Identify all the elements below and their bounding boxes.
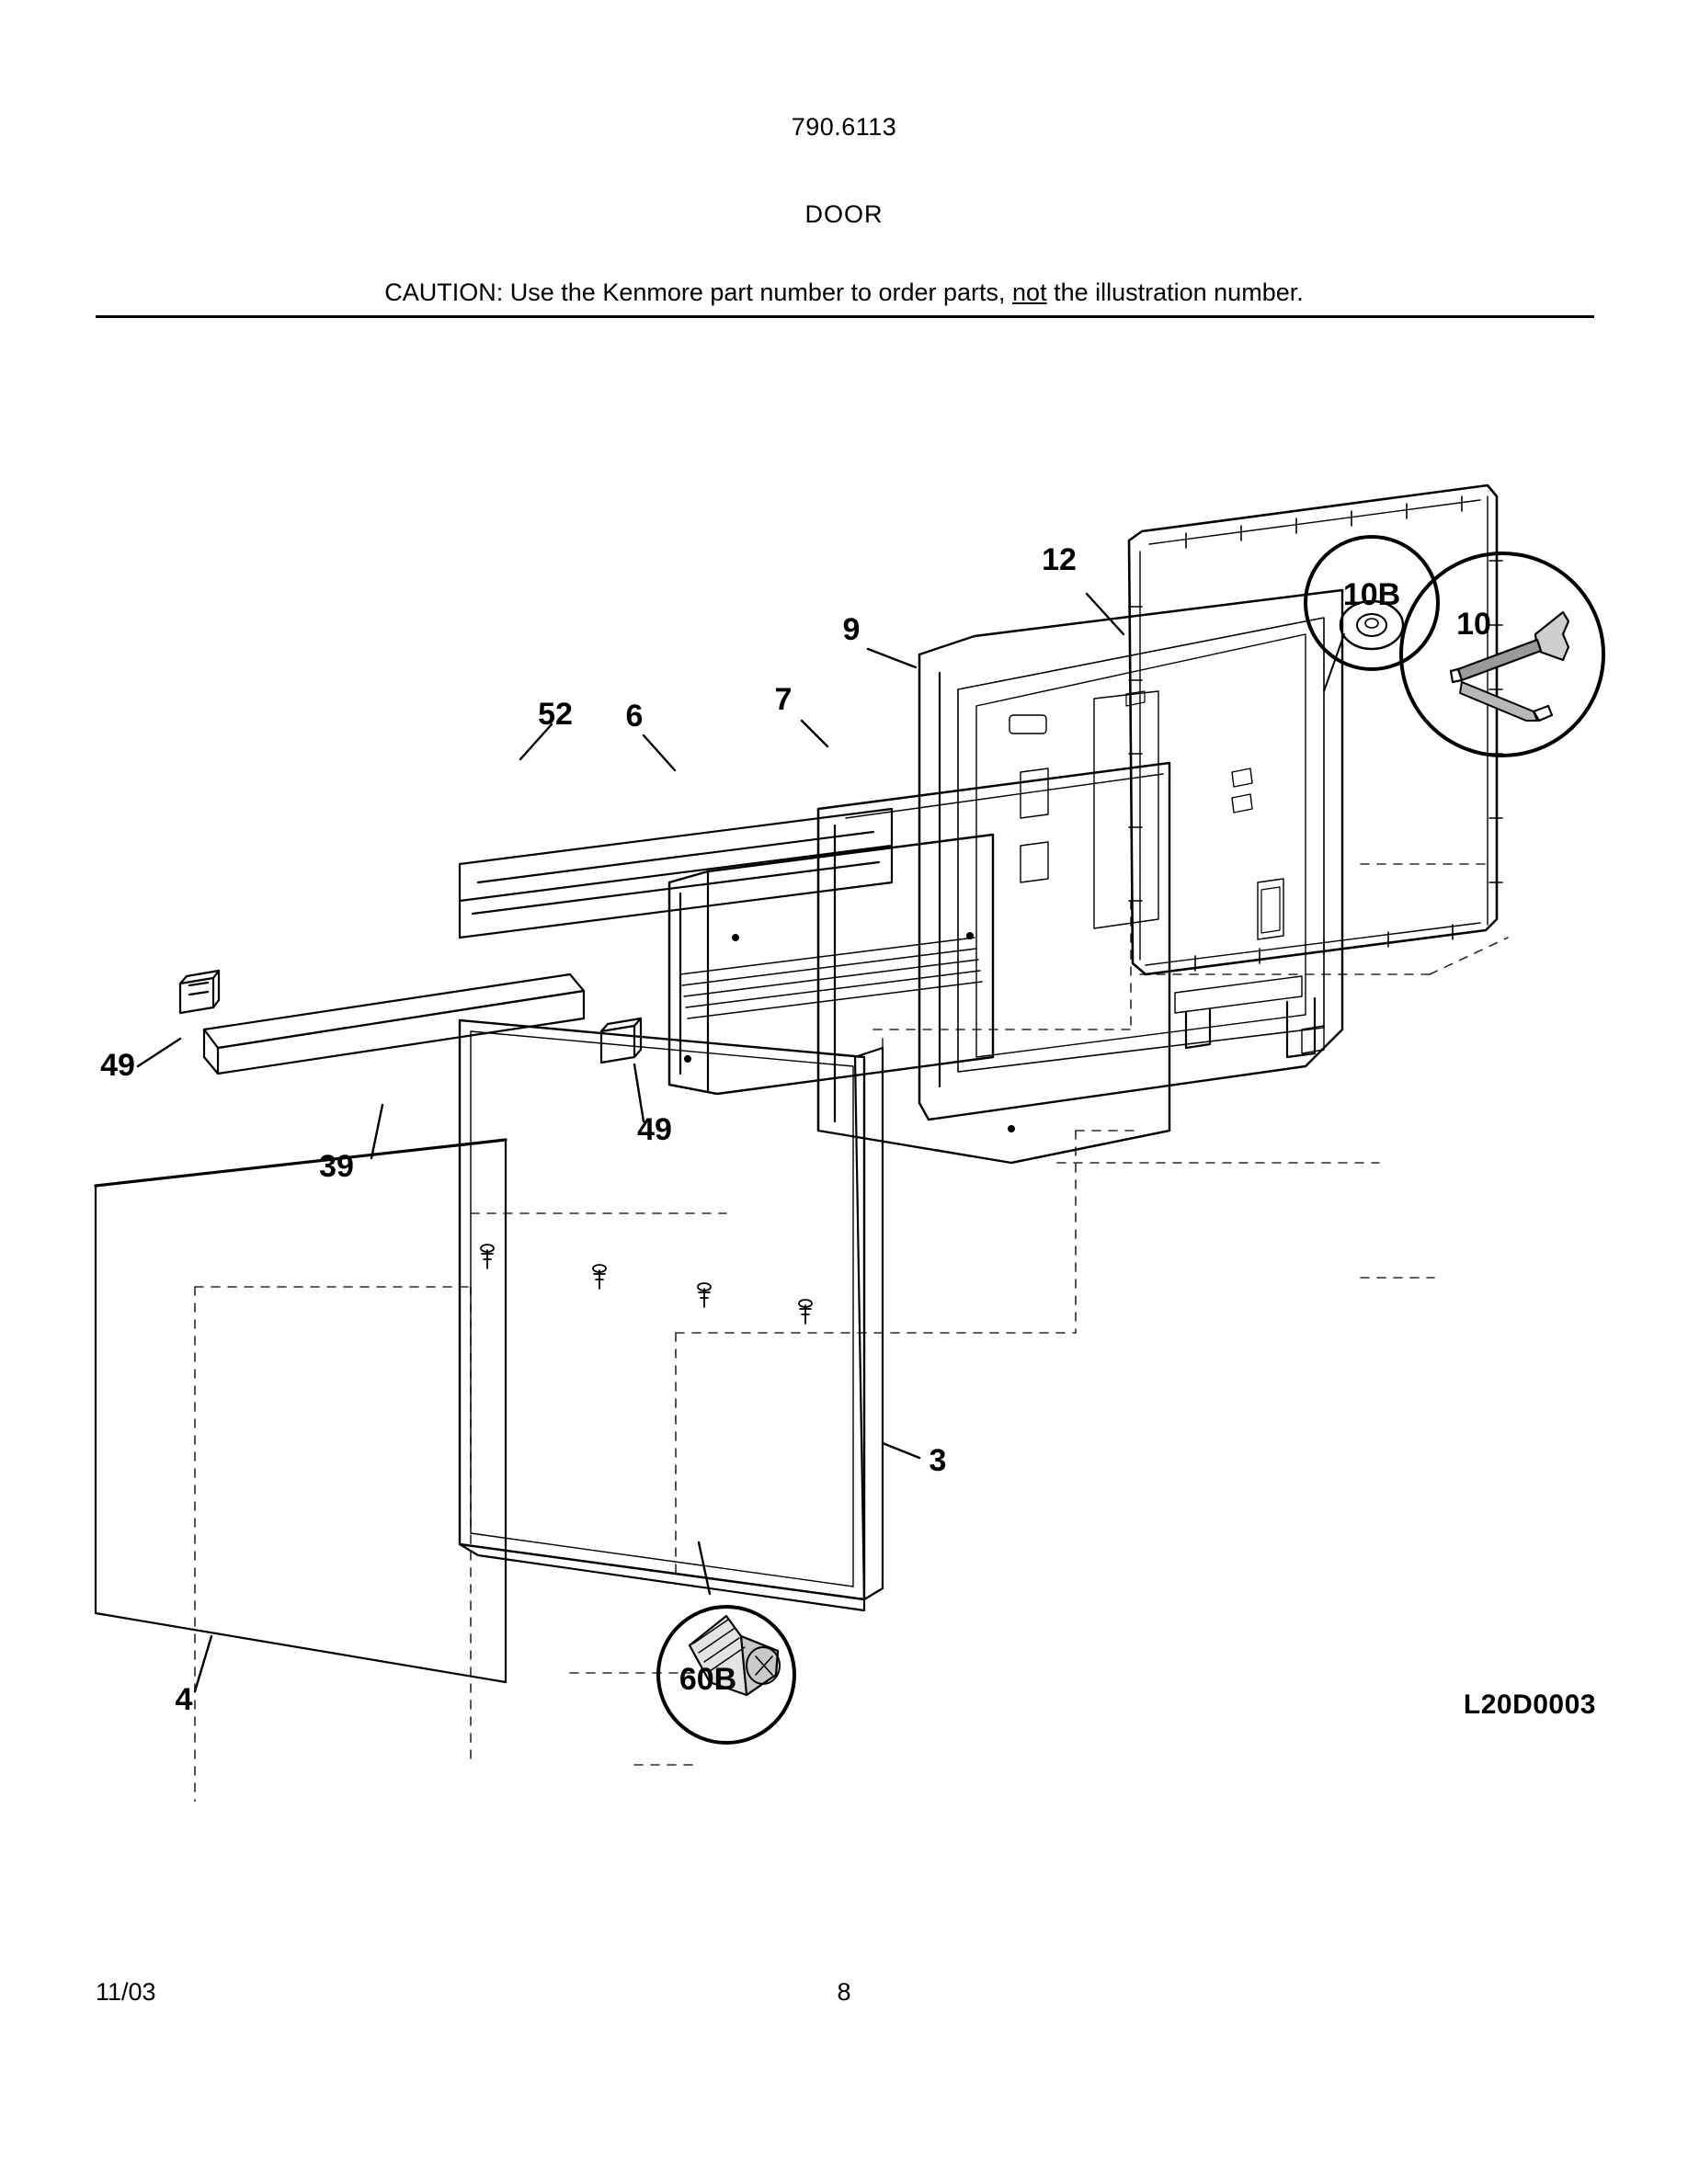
footer-date: 11/03 [96,1978,156,2006]
caution-text-prefix: CAUTION: Use the Kenmore part number to order parts, [384,279,1013,306]
figure-code: L20D0003 [1463,1689,1596,1720]
caution-text-emphasis: not [1012,279,1047,306]
part-39-handle [204,974,584,1074]
callout-10b: 10B [1342,577,1401,612]
callout-3: 3 [929,1443,947,1478]
callout-leaders [138,594,1123,1691]
callout-4: 4 [175,1682,193,1717]
footer-page-number: 8 [837,1978,851,2006]
caution-note [0,279,1688,307]
callout-52: 52 [538,697,573,732]
callout-60b: 60B [679,1662,737,1697]
part-10b-detail-circle [1306,537,1438,691]
callout-7: 7 [774,682,793,717]
callout-9: 9 [842,612,861,647]
page-title: DOOR [804,200,884,228]
callout-10: 10 [1456,607,1491,642]
part-4-glass-panel [96,1140,506,1682]
callout-49-left: 49 [100,1048,135,1083]
callout-49-right: 49 [637,1112,672,1147]
exploded-view-figure [0,331,1688,1802]
part-52-top-trim [460,809,892,938]
part-10-pin-shaft [1460,682,1552,721]
part-49-end-cap-right [601,1018,641,1063]
part-49-end-cap-left [180,971,219,1013]
caution-text-suffix: the illustration number. [1046,279,1304,306]
frame-screws [481,1245,812,1324]
callout-12: 12 [1042,542,1077,577]
model-number: 790.6113 [791,113,897,141]
callout-39: 39 [319,1149,354,1184]
callout-6: 6 [625,699,644,734]
part-12-gasket [1129,485,1502,974]
part-10-detail-circle [1401,553,1603,756]
header-divider [96,315,1594,318]
